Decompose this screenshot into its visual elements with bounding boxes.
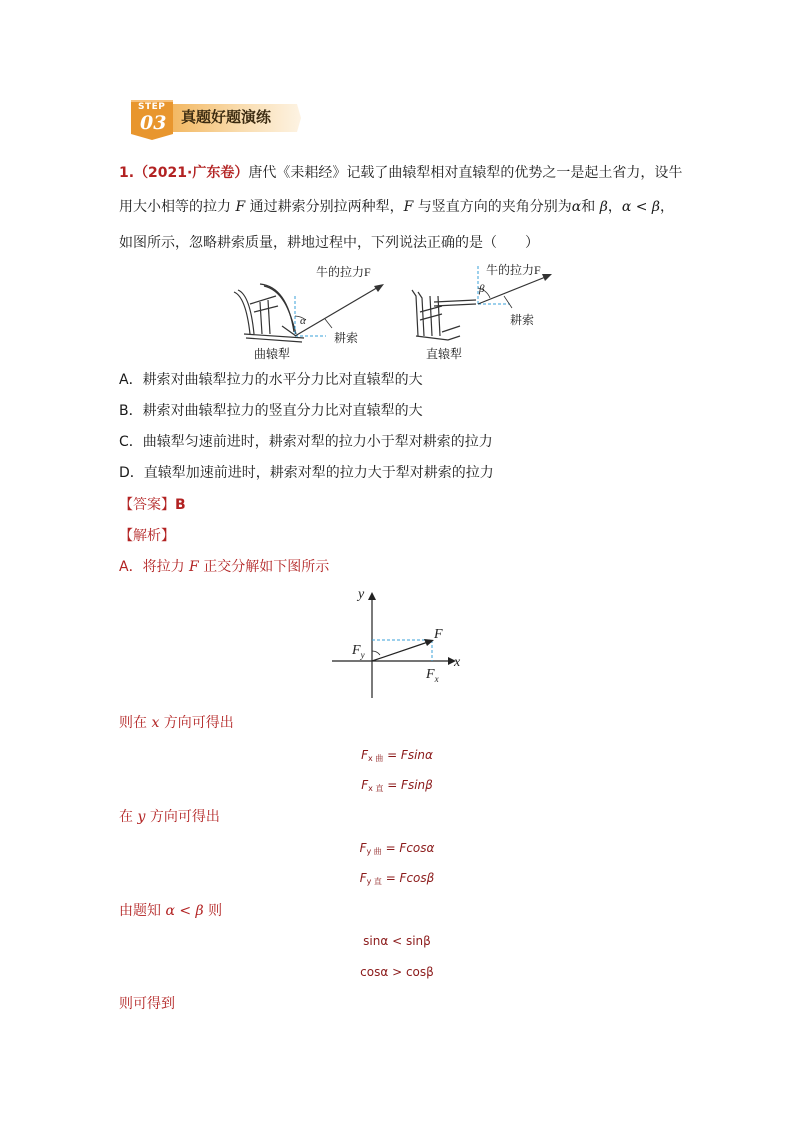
option-a: A．耕索对曲辕犁拉力的水平分力比对直辕犁的大 bbox=[119, 372, 423, 388]
curved-plow-drawing bbox=[234, 284, 304, 342]
section-title: 真题好题演练 bbox=[181, 108, 272, 126]
curved-plow-force-label: 牛的拉力F bbox=[316, 265, 371, 279]
y-axis-label: y bbox=[358, 587, 365, 602]
fy-label: $F_y$ bbox=[352, 643, 365, 660]
question-number: 1. bbox=[119, 165, 135, 181]
answer-line bbox=[119, 495, 186, 515]
question-source: （2021·广东卷） bbox=[134, 165, 249, 181]
decomposition-figure bbox=[330, 584, 480, 702]
curved-plow-angle-label: α bbox=[300, 315, 306, 327]
answer-value: B bbox=[175, 497, 186, 513]
question-line-1 bbox=[119, 163, 682, 183]
question-text-1: 唐代《耒耜经》记载了曲辕犁相对直辕犁的优势之一是起土省力，设牛 bbox=[248, 165, 683, 181]
straight-plow-rope-label: 耕索 bbox=[510, 313, 535, 327]
question-line-3: 如图所示，忽略耕索质量，耕地过程中，下列说法正确的是（ ） bbox=[119, 235, 539, 251]
equation-fx-straight: Fx 直 = Fsinβ bbox=[361, 778, 433, 793]
final-line: 则可得到 bbox=[119, 996, 175, 1012]
answer-label: 【答案】 bbox=[119, 497, 175, 513]
straight-plow-angle-label: β bbox=[479, 283, 485, 295]
fx-label: $F_x$ bbox=[426, 667, 439, 684]
x-axis-label: x bbox=[454, 655, 461, 670]
equation-cos-compare: cosα > cosβ bbox=[360, 965, 434, 979]
given-line: 由题知 α < β 则 bbox=[119, 903, 223, 919]
curved-plow-caption: 曲辕犁 bbox=[254, 347, 291, 361]
analysis-label: 【解析】 bbox=[119, 528, 175, 544]
question-line-2: 用大小相等的拉力 F 通过耕索分别拉两种犁，F 与竖直方向的夹角分别为α和 β，α < β， bbox=[119, 199, 674, 215]
equation-fy-straight: Fy 直 = Fcosβ bbox=[359, 871, 435, 886]
x-direction-line: 则在 x 方向可得出 bbox=[119, 715, 234, 731]
option-b: B．耕索对曲辕犁拉力的竖直分力比对直辕犁的大 bbox=[119, 403, 423, 419]
option-c: C．曲辕犁匀速前进时，耕索对犁的拉力小于犁对耕索的拉力 bbox=[119, 434, 493, 450]
curved-plow-rope-label: 耕索 bbox=[334, 331, 359, 345]
force-f-arrow bbox=[372, 642, 428, 661]
straight-plow-caption: 直辕犁 bbox=[426, 347, 463, 361]
analysis-a-line: A．将拉力 F 正交分解如下图所示 bbox=[119, 559, 330, 575]
straight-plow-force-label: 牛的拉力F bbox=[486, 263, 541, 277]
straight-plow-force-arrow bbox=[478, 276, 548, 304]
step-label: STEP bbox=[138, 102, 166, 112]
plow-figure bbox=[220, 256, 580, 366]
straight-plow-drawing bbox=[412, 290, 476, 340]
step-number: 03 bbox=[140, 112, 167, 134]
equation-fy-curved: Fy 曲 = Fcosα bbox=[359, 841, 435, 856]
force-f-label: F bbox=[434, 627, 443, 642]
equation-fx-curved: Fx 曲 = Fsinα bbox=[361, 748, 433, 763]
y-direction-line: 在 y 方向可得出 bbox=[119, 809, 220, 825]
curved-plow-force-arrow bbox=[295, 286, 380, 336]
equation-sin-compare: sinα < sinβ bbox=[363, 934, 431, 948]
option-d: D．直辕犁加速前进时，耕索对犁的拉力大于犁对耕索的拉力 bbox=[119, 465, 494, 481]
